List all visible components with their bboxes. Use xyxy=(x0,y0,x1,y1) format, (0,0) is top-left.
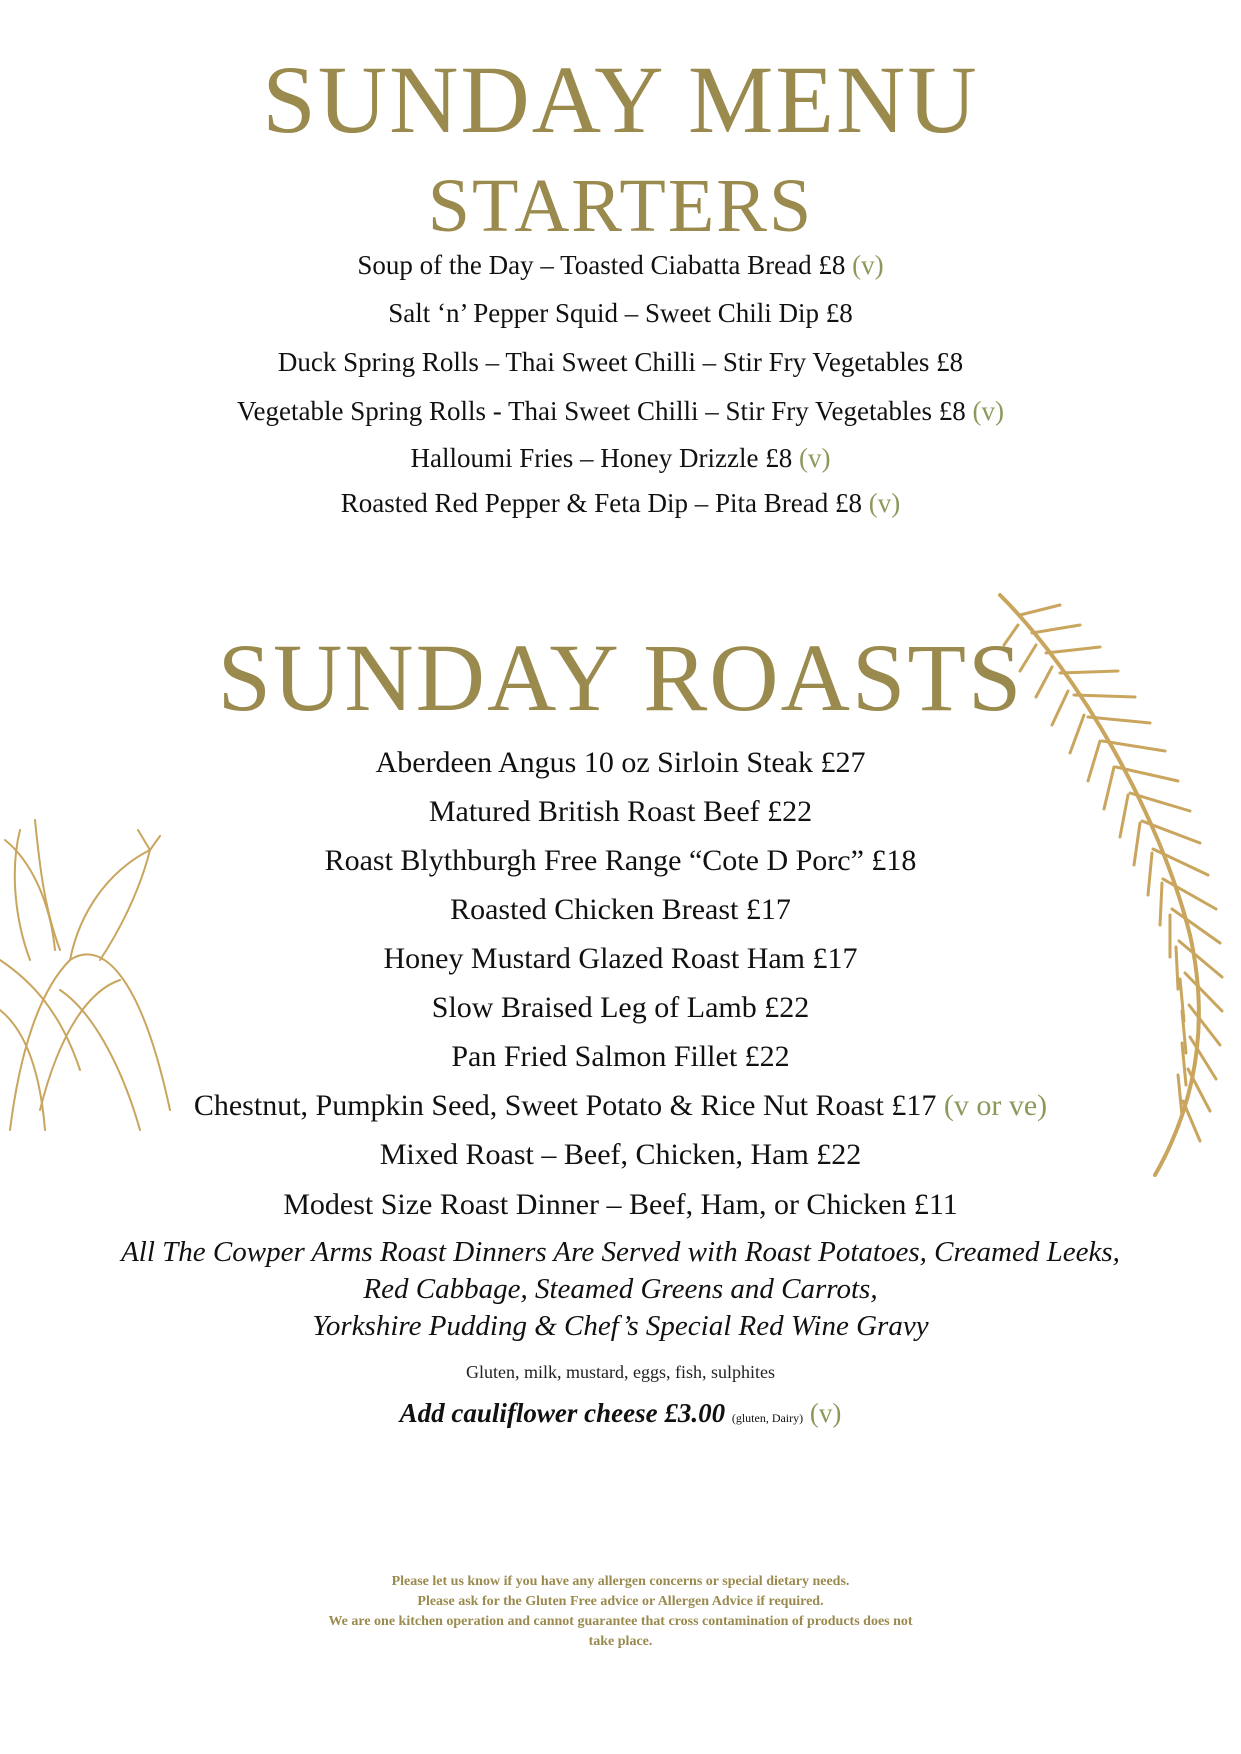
roast-item xyxy=(0,944,1241,974)
vegetarian-tag: (v) xyxy=(809,1398,842,1428)
allergens-list: Gluten, milk, mustard, eggs, fish, sulphites xyxy=(466,1362,775,1382)
footer-line: Please let us know if you have any allergen concerns or special dietary needs. xyxy=(391,1574,850,1589)
footer-line: Please ask for the Gluten Free advice or Allergen Advice if required. xyxy=(417,1594,824,1609)
page-title: SUNDAY MENU xyxy=(262,46,979,153)
vegetarian-tag: (v) xyxy=(972,396,1004,426)
starter-item xyxy=(0,349,1241,376)
roast-item-text: Modest Size Roast Dinner – Beef, Ham, or Chicken £11 xyxy=(283,1188,958,1221)
footer-line: take place. xyxy=(588,1634,653,1649)
starter-item-text: Salt ‘n’ Pepper Squid – Sweet Chili Dip £8 xyxy=(388,298,853,328)
roast-item xyxy=(0,1091,1241,1121)
addon-item xyxy=(0,1398,1241,1429)
served-with-line: All The Cowper Arms Roast Dinners Are Served with Roast Potatoes, Creamed Leeks, xyxy=(121,1236,1120,1268)
starter-item-text: Roasted Red Pepper & Feta Dip – Pita Bread £8 xyxy=(340,488,862,518)
starter-item xyxy=(0,300,1241,327)
roast-item xyxy=(0,1190,1241,1220)
roast-item xyxy=(0,895,1241,925)
roast-item-text: Mixed Roast – Beef, Chicken, Ham £22 xyxy=(379,1138,862,1171)
starter-item xyxy=(0,445,1241,472)
roast-item-text: Pan Fried Salmon Fillet £22 xyxy=(451,1040,790,1073)
roast-item-text: Matured British Roast Beef £22 xyxy=(428,795,813,828)
vegetarian-tag: (v) xyxy=(798,443,831,473)
vegetarian-tag: (v) xyxy=(852,250,884,280)
roast-item-text: Honey Mustard Glazed Roast Ham £17 xyxy=(383,942,858,975)
served-with-line: Red Cabbage, Steamed Greens and Carrots, xyxy=(363,1273,878,1305)
roast-item-text: Roasted Chicken Breast £17 xyxy=(450,893,791,926)
roasts-heading: SUNDAY ROASTS xyxy=(217,624,1024,731)
footer-line: We are one kitchen operation and cannot guarantee that cross contamination of products does not xyxy=(328,1614,913,1629)
roast-item-text: Chestnut, Pumpkin Seed, Sweet Potato & Rice Nut Roast £17 xyxy=(193,1089,937,1122)
vegetarian-tag: (v) xyxy=(868,488,901,518)
roast-item xyxy=(0,748,1241,778)
starter-item-text: Soup of the Day – Toasted Ciabatta Bread £8 xyxy=(357,250,846,280)
starter-item xyxy=(0,398,1241,425)
served-with-line: Yorkshire Pudding & Chef’s Special Red Wine Gravy xyxy=(312,1310,929,1342)
roast-item xyxy=(0,846,1241,876)
roast-item xyxy=(0,1140,1241,1170)
roast-item-text: Slow Braised Leg of Lamb £22 xyxy=(431,991,810,1024)
starter-item xyxy=(0,490,1241,517)
starter-item-text: Vegetable Spring Rolls - Thai Sweet Chilli – Stir Fry Vegetables £8 xyxy=(237,396,966,426)
roast-item xyxy=(0,797,1241,827)
roast-item xyxy=(0,993,1241,1023)
vegetarian-vegan-tag: (v or ve) xyxy=(943,1089,1048,1122)
starter-item-text: Duck Spring Rolls – Thai Sweet Chilli – Stir Fry Vegetables £8 xyxy=(277,347,964,377)
roast-item xyxy=(0,1042,1241,1072)
starters-heading: STARTERS xyxy=(427,164,814,248)
addon-allergen-note: (gluten, Dairy) xyxy=(731,1411,804,1425)
roast-item-text: Aberdeen Angus 10 oz Sirloin Steak £27 xyxy=(375,746,866,779)
starter-item xyxy=(0,252,1241,279)
roast-item-text: Roast Blythburgh Free Range “Cote D Porc” £18 xyxy=(324,844,917,877)
starter-item-text: Halloumi Fries – Honey Drizzle £8 xyxy=(410,443,793,473)
allergen-footer xyxy=(0,1572,1241,1652)
addon-text: Add cauliflower cheese £3.00 xyxy=(399,1398,726,1428)
